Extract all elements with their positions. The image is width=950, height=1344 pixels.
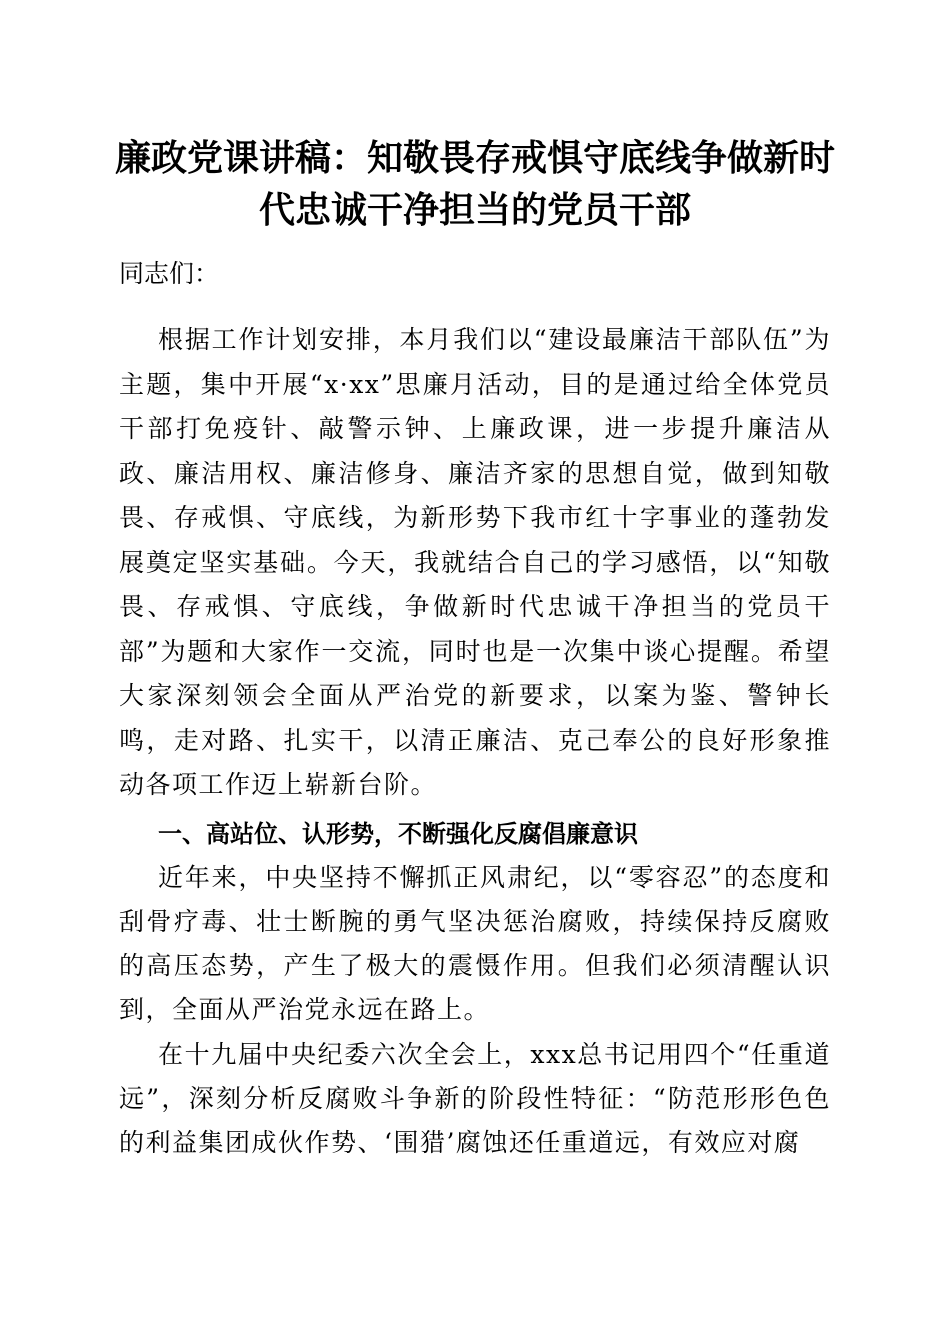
paragraph-section-1-a: 近年来，中央坚持不懈抓正风肃纪，以“零容忍”的态度和刮骨疗毒、壮士断腕的勇气坚决惩治腐败，持续保持反腐败的高压态势，产生了极大的震慑作用。但我们必须清醒认识到，全面从严治党永远在路上。 xyxy=(119,863,831,1024)
section-heading-1: 一、高站位、认形势，不断强化反腐倡廉意识 xyxy=(158,820,638,848)
paragraph-section-1-b: 在十九届中央纪委六次全会上，xxx总书记用四个“任重道远”，深刻分析反腐败斗争新的阶段性特征：“防范形形色色的利益集团成伙作势、‘围猎’腐蚀还任重道远，有效应对腐 xyxy=(119,1040,831,1157)
paragraph-intro: 根据工作计划安排，本月我们以“建设最廉洁干部队伍”为主题，集中开展“x·xx”思廉月活动，目的是通过给全体党员干部打免疫针、敲警示钟、上廉政课，进一步提升廉洁从政、廉洁用权、廉洁修身、廉洁齐家的思想自觉，做到知敬畏、存戒惧、守底线，为新形势下我市红十字事业的蓬勃发展奠定坚实基础。今天，我就结合自己的学习感悟，以“知敬畏、存戒惧、守底线，争做新时代忠诚干净担当的党员干部”为题和大家作一交流，同时也是一次集中谈心提醒。希望大家深刻领会全面从严治党的新要求，以案为鉴、警钟长鸣，走对路、扎实干，以清正廉洁、克己奉公的良好形象推动各项工作迈上崭新台阶。 xyxy=(119,325,831,799)
salutation: 同志们： xyxy=(119,259,220,288)
document-title-line-2: 代忠诚干净担当的党员干部 xyxy=(258,189,691,231)
document-title-line-1: 廉政党课讲稿：知敬畏存戒惧守底线争做新时 xyxy=(114,137,835,179)
